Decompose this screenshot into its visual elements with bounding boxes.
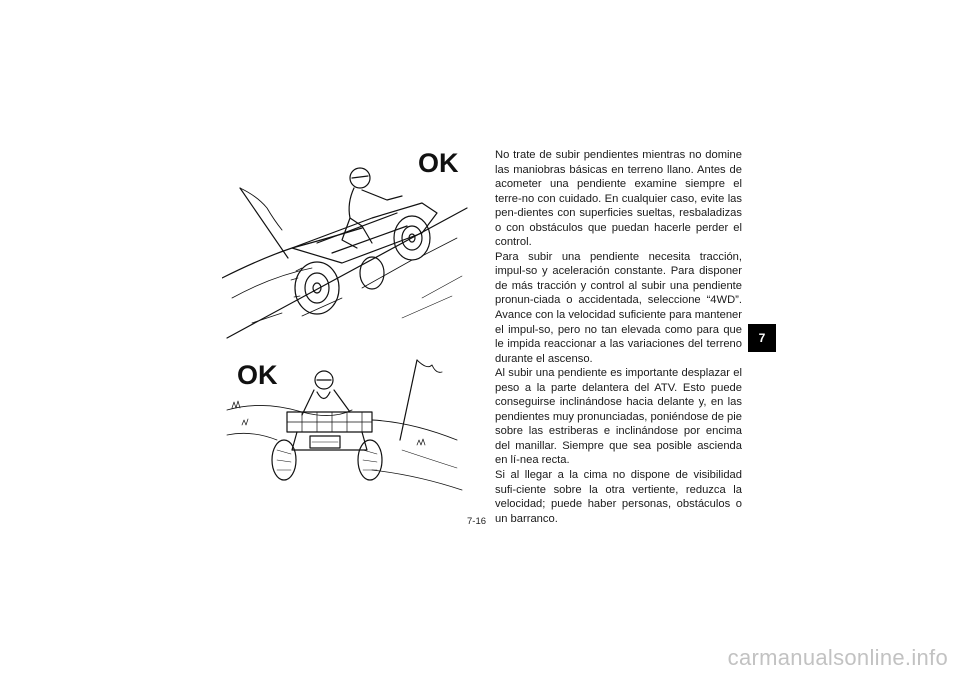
ok-label-bottom: OK [237,360,278,390]
watermark: carmanualsonline.info [727,645,948,670]
paragraph-3: Al subir una pendiente es importante desplazar el peso a la parte delantera del ATV. Esto puede conseguirse inclinándose hacia delante y, en las pendientes muy pronunciadas, poniéndose de pie sobre las estriberas e inclinándose por encima del manillar. Siempre que sea posible ascienda en lí-nea recta. [495,367,742,467]
paragraph-4: Si al llegar a la cima no dispone de visibilidad sufi-ciente sobre la otra vertiente, reduzca la velocidad; puede haber personas, obstáculos o un barranco. [495,469,742,525]
page-number: 7-16 [467,516,487,527]
paragraph-2: Para subir una pendiente necesita tracción, impul-so y aceleración constante. Para disponer de más tracción y control al subir una pendiente pronun-ciada o accidentada, seleccione “4WD”. Avance con la velocidad suficiente para mantener el impul-so, pero no tan elevada como para que le impida reaccionar a las variaciones del terreno durante el ascenso. [495,250,742,365]
body-text [495,148,742,526]
chapter-tab: 7 [748,324,776,352]
ok-label-top: OK [418,148,459,178]
paragraph-1: No trate de subir pendientes mientras no domine las maniobras básicas en terreno llano. Antes de acometer una pendiente examine siempre el terre-no con cuidado. En cualquier caso, evite las pen-dientes con superficies sueltas, resbaladizas o con obstáculos que puedan hacerle perder el control. [495,149,742,249]
